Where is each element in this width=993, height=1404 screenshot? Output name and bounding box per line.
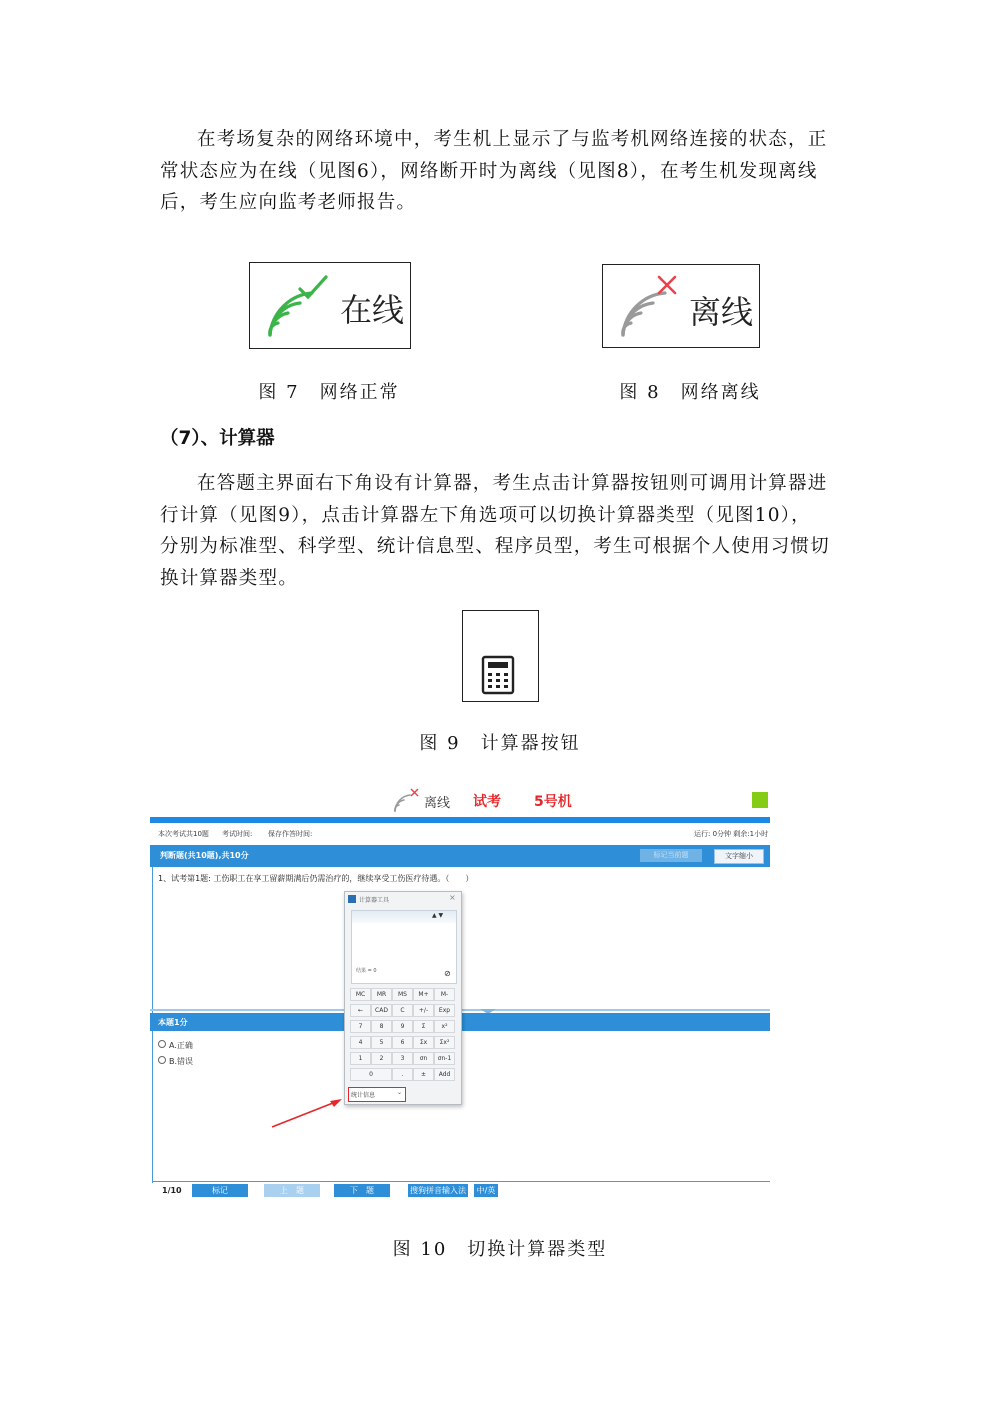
exam-screenshot	[150, 785, 770, 1205]
option-b[interactable]	[158, 1056, 193, 1067]
calc-key-5[interactable]: 5	[371, 1036, 392, 1049]
calc-key-2[interactable]: 2	[371, 1052, 392, 1065]
radio-b-icon[interactable]	[158, 1056, 166, 1064]
calc-key-0[interactable]: 0	[350, 1068, 392, 1081]
calc-key-4[interactable]: 4	[350, 1036, 371, 1049]
calc-title: 计算器工具	[359, 897, 390, 904]
info-runtime: 运行: 0分钟 剩余:1小时	[694, 830, 769, 838]
calc-key-sigman1[interactable]: σn-1	[434, 1052, 455, 1065]
calculator-window	[344, 891, 462, 1105]
calc-key-mplus[interactable]: M+	[413, 988, 434, 1001]
calc-key-mc[interactable]: MC	[350, 988, 371, 1001]
question-text: 1、试考第1题: 工伤职工在享工留薪期满后仍需治疗的，继续享受工伤医疗待遇。（ ）	[158, 874, 474, 883]
calc-key-mr[interactable]: MR	[371, 988, 392, 1001]
calc-key-sign[interactable]: +/-	[413, 1004, 434, 1017]
calc-key-x2[interactable]: x²	[434, 1020, 455, 1033]
section-heading: （7）、计算器	[160, 428, 275, 449]
lang-button[interactable]: 中/英	[474, 1184, 498, 1197]
calc-key-6[interactable]: 6	[392, 1036, 413, 1049]
annotation-arrow	[268, 1095, 348, 1131]
calc-key-3[interactable]: 3	[392, 1052, 413, 1065]
option-b-label: B.错误	[169, 1057, 194, 1066]
fig7-online-box	[249, 262, 411, 349]
calc-key-9[interactable]: 9	[392, 1020, 413, 1033]
calc-key-7[interactable]: 7	[350, 1020, 371, 1033]
calc-key-mminus[interactable]: M-	[434, 988, 455, 1001]
header-status: 离线	[424, 796, 451, 811]
top-blue-strip	[150, 817, 770, 823]
fig9-calculator-button[interactable]	[462, 610, 539, 702]
status-square	[752, 792, 768, 808]
calc-key-add[interactable]: Add	[434, 1068, 455, 1081]
answer-score: 本题1分	[158, 1018, 188, 1027]
fig8-caption: 图 8 网络离线	[619, 382, 761, 403]
content-border-bottom	[152, 1181, 770, 1182]
fig9-caption: 图 9 计算器按钮	[419, 733, 581, 754]
fig7-caption: 图 7 网络正常	[258, 382, 400, 403]
calculator-paragraph	[160, 468, 844, 594]
option-a[interactable]	[158, 1040, 193, 1051]
calc-app-icon	[348, 895, 356, 903]
option-a-label: A.正确	[169, 1041, 193, 1050]
calc-key-ms[interactable]: MS	[392, 988, 413, 1001]
calculator-icon	[481, 655, 517, 695]
para2-line4: 换计算器类型。	[160, 567, 298, 589]
chevron-down-icon[interactable]: ⌄	[397, 1089, 403, 1096]
mark-button[interactable]: 标记	[192, 1184, 248, 1197]
calc-key-back[interactable]: ←	[350, 1004, 371, 1017]
calc-display	[351, 910, 457, 984]
calc-result: 结果 = 0	[356, 968, 377, 974]
section-bar	[150, 845, 770, 867]
offline-label: 离线	[689, 293, 754, 331]
intro-paragraph	[160, 124, 844, 219]
calc-key-c[interactable]: C	[392, 1004, 413, 1017]
calc-key-sumx2[interactable]: Σx²	[434, 1036, 455, 1049]
para1-line2: 常状态应为在线（见图6），网络断开时为离线（见图8），在考生机发现离线	[160, 160, 818, 182]
wifi-offline-icon	[617, 271, 687, 341]
calc-clear-icon[interactable]: ⊘	[444, 969, 451, 978]
info-save: 保存作答时间:	[268, 830, 313, 838]
para1-line3: 后，考生应向监考老师报告。	[160, 192, 417, 213]
calc-mode-label: 统计信息	[351, 1092, 376, 1099]
calc-display-arrows: ▲ ▼	[432, 912, 444, 919]
page-indicator: 1/10	[162, 1186, 182, 1195]
calc-key-pm[interactable]: ±	[413, 1068, 434, 1081]
font-size-button[interactable]: 文字缩小	[714, 849, 764, 864]
calc-key-exp[interactable]: Exp	[434, 1004, 455, 1017]
radio-a-icon[interactable]	[158, 1040, 166, 1048]
calc-key-sumx[interactable]: Σx	[413, 1036, 434, 1049]
calc-close-icon[interactable]: ×	[449, 893, 456, 902]
header-machine: 5号机	[534, 794, 572, 810]
fig10-caption: 图 10 切换计算器类型	[392, 1239, 608, 1260]
section-title: 判断题(共10题),共10分	[160, 851, 249, 860]
mark-current-button[interactable]: 标记当前题	[640, 849, 702, 862]
para1-line1: 在考场复杂的网络环境中，考生机上显示了与监考机网络连接的状态，正	[197, 129, 828, 150]
calc-key-1[interactable]: 1	[350, 1052, 371, 1065]
fig8-offline-box	[602, 264, 760, 348]
ime-button[interactable]: 搜狗拼音输入法	[410, 1186, 466, 1195]
info-time: 考试时间:	[222, 830, 253, 838]
calc-key-sigma[interactable]: Σ	[413, 1020, 434, 1033]
para2-line2: 行计算（见图9），点击计算器左下角选项可以切换计算器类型（见图10），	[160, 504, 811, 526]
info-total: 本次考试共10题	[158, 830, 209, 838]
calc-key-8[interactable]: 8	[371, 1020, 392, 1033]
prev-button[interactable]: 上 题	[264, 1184, 320, 1197]
calc-key-sigman[interactable]: σn	[413, 1052, 434, 1065]
next-button[interactable]: 下 题	[334, 1184, 390, 1197]
para2-line3: 分别为标准型、科学型、统计信息型、程序员型，考生可根据个人使用习惯切	[160, 536, 830, 557]
para2-line1: 在答题主界面右下角设有计算器，考生点击计算器按钮则可调用计算器进	[197, 473, 828, 494]
wifi-offline-icon-small	[392, 787, 422, 815]
wifi-online-icon	[264, 269, 334, 341]
calc-mode-select[interactable]	[348, 1087, 406, 1102]
calc-key-dot[interactable]: .	[392, 1068, 413, 1081]
online-label: 在线	[340, 291, 405, 329]
calc-key-cad[interactable]: CAD	[371, 1004, 392, 1017]
header-mode: 试考	[473, 794, 501, 810]
